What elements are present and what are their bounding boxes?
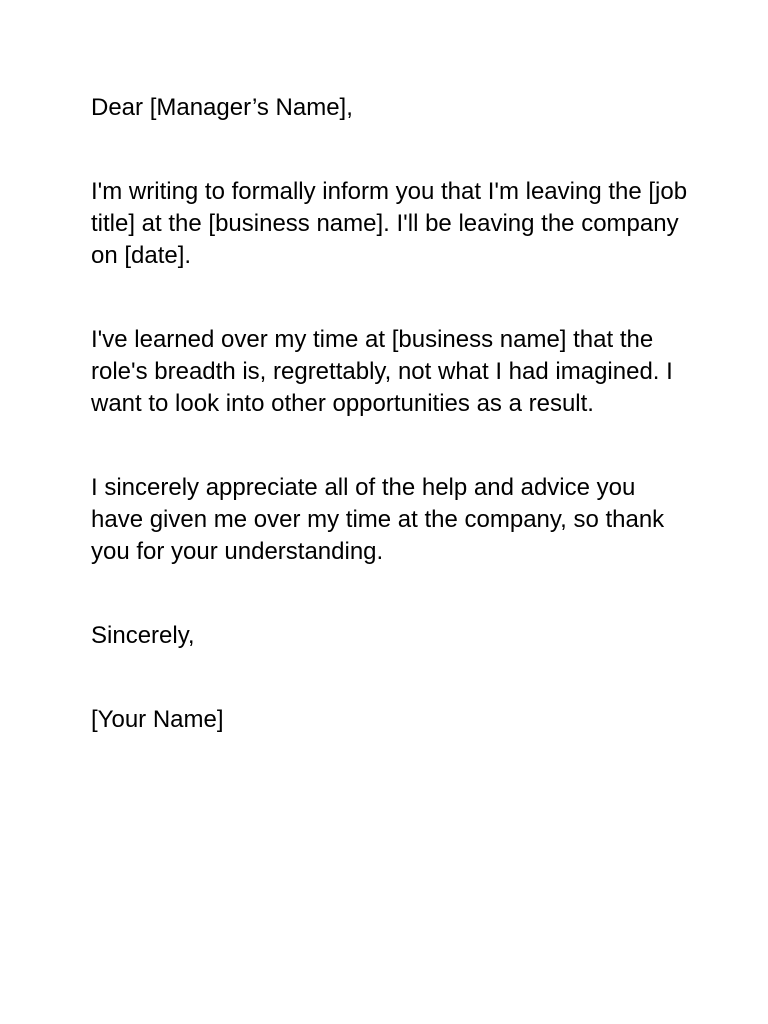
- body-paragraph-1: I'm writing to formally inform you that I'm leaving the [job title] at the [business name]. I'll be leaving the company on [date].: [91, 178, 688, 269]
- signature: [Your Name]: [91, 706, 224, 733]
- closing: Sincerely,: [91, 622, 195, 649]
- body-paragraph-3: I sincerely appreciate all of the help and advice you have given me over my time at the company, so thank you for your understanding.: [91, 474, 665, 565]
- resignation-letter: [91, 92, 691, 736]
- body-paragraph-2: I've learned over my time at [business name] that the role's breadth is, regrettably, not what I had imagined. I want to look into other opportunities as a result.: [91, 326, 673, 417]
- salutation: Dear [Manager’s Name],: [91, 94, 353, 121]
